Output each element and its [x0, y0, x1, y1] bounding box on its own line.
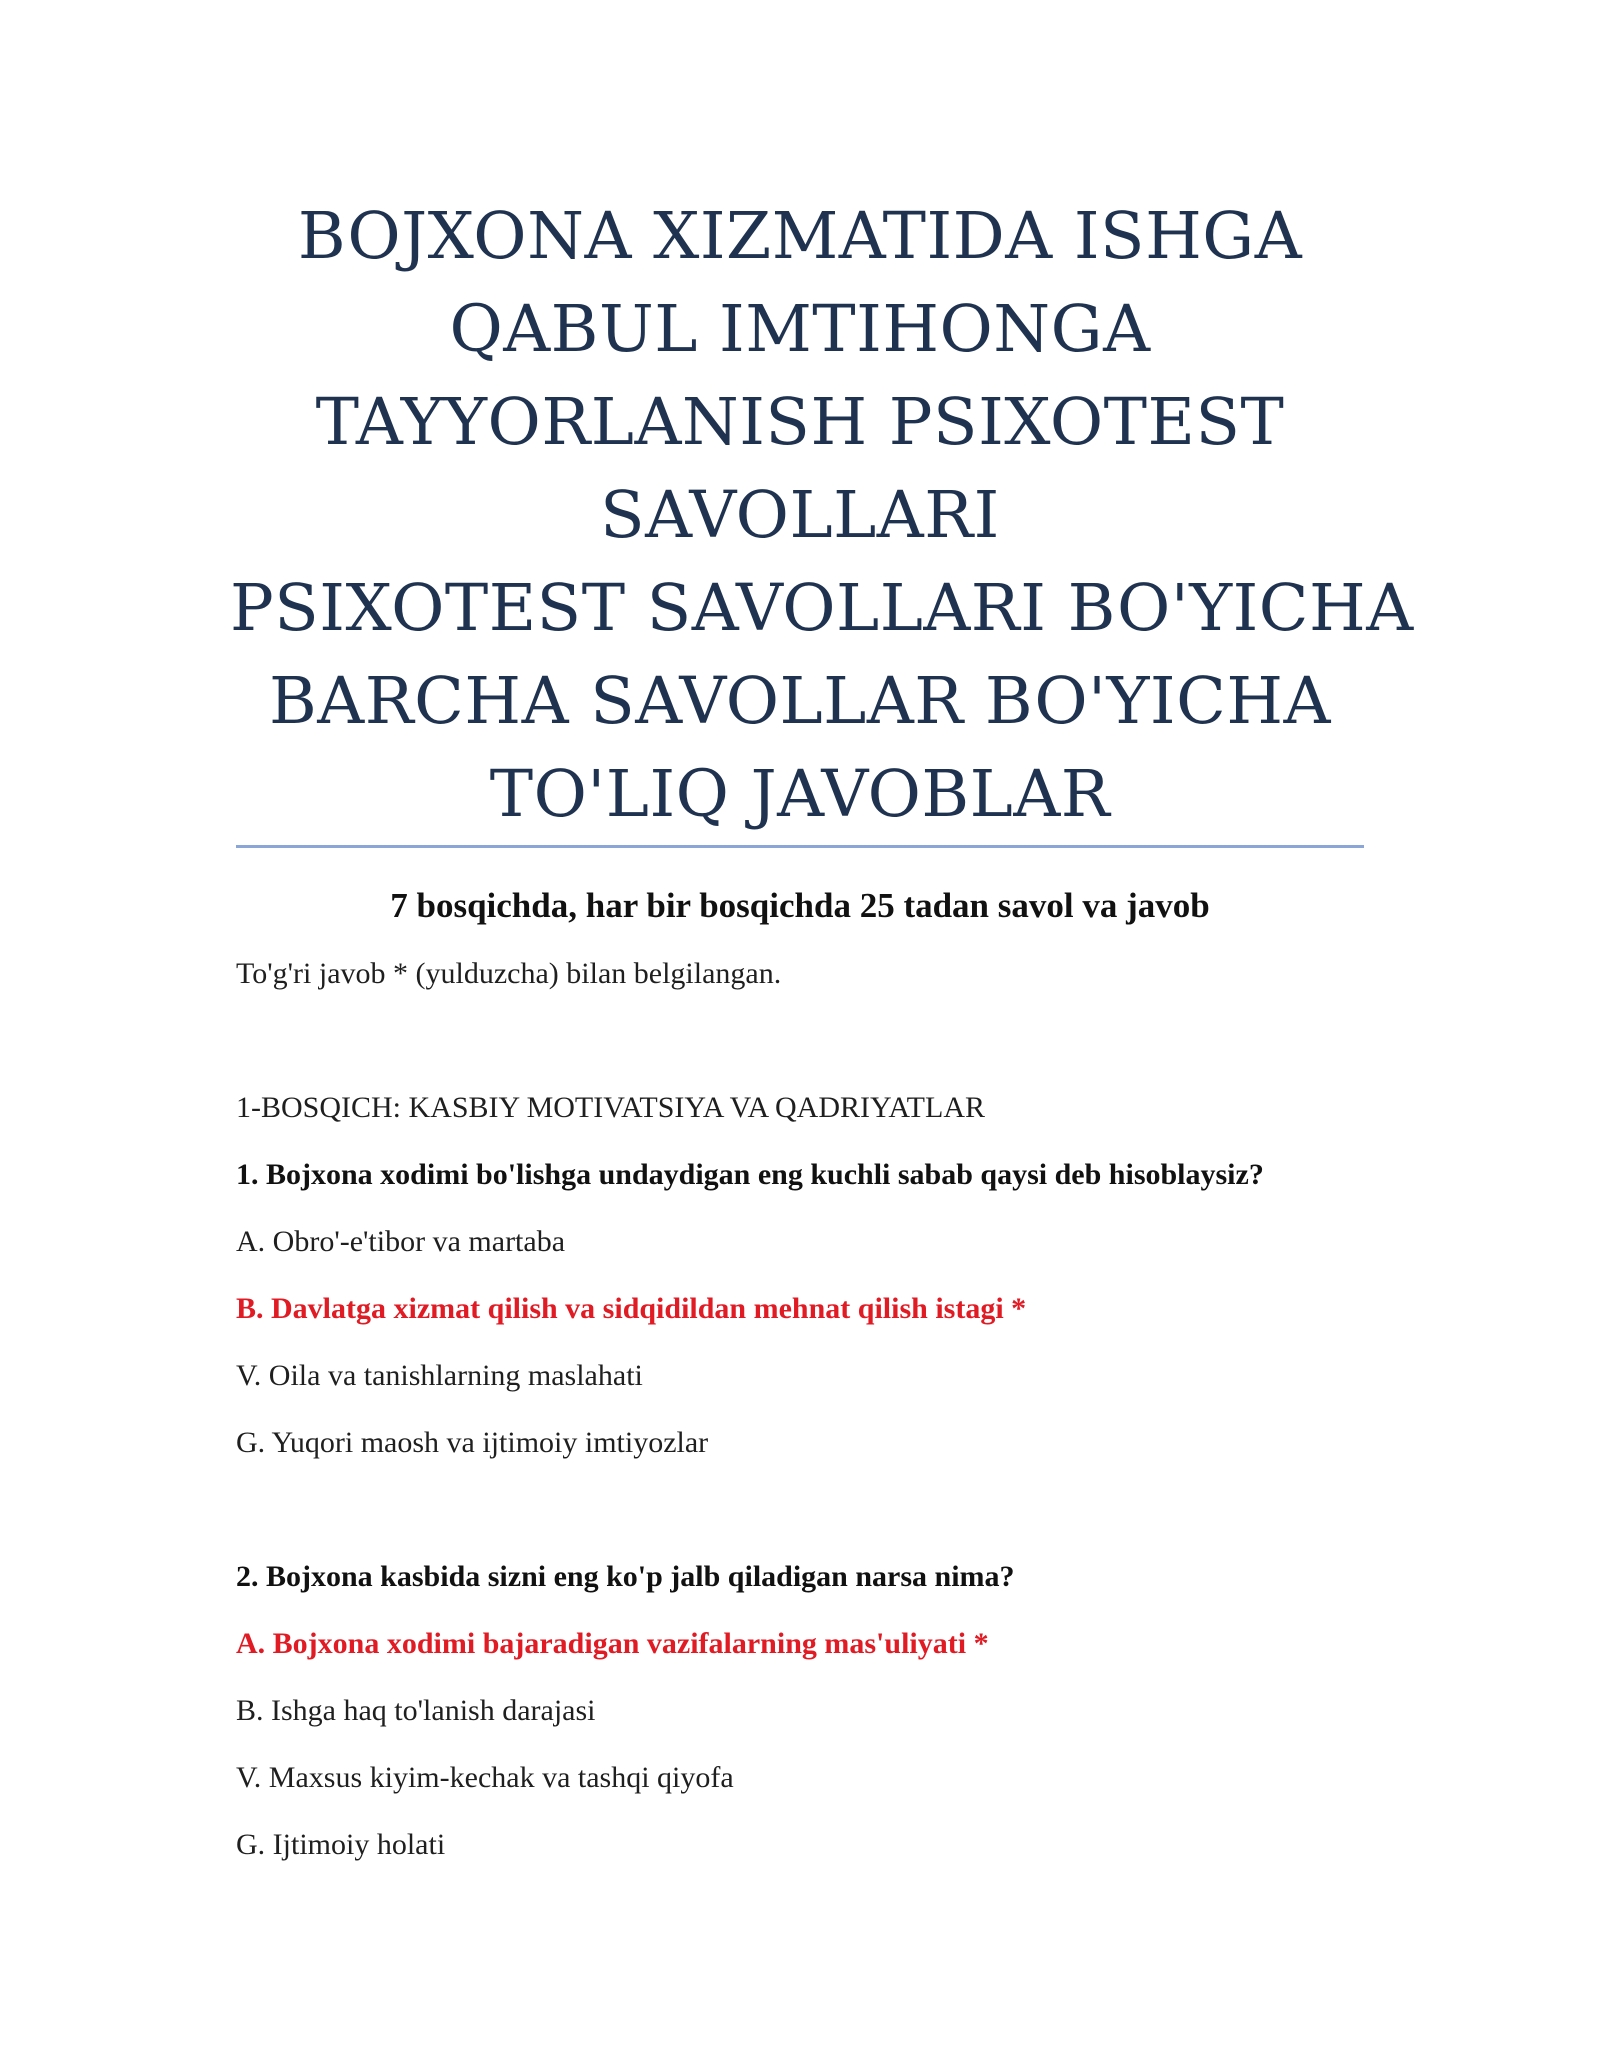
title-divider [236, 845, 1364, 848]
question-2-option-g: G. Ijtimoiy holati [236, 1828, 446, 1861]
title-line: QABUL IMTIHONGA [449, 292, 1151, 367]
question-2-option-b: B. Ishga haq to'lanish darajasi [236, 1694, 596, 1727]
question-2: 2. Bojxona kasbida sizni eng ko'p jalb qiladigan narsa nima? [236, 1560, 1015, 1593]
question-1-option-b-correct: B. Davlatga xizmat qilish va sidqidildan mehnat qilish istagi * [236, 1292, 1027, 1325]
question-1-option-a: A. Obro'-e'tibor va martaba [236, 1225, 566, 1258]
title-line: BOJXONA XIZMATIDA ISHGA [297, 199, 1303, 274]
document-subtitle: 7 bosqichda, har bir bosqichda 25 tadan savol va javob [390, 886, 1210, 925]
title-line: BARCHA SAVOLLAR BO'YICHA [269, 664, 1331, 739]
question-1: 1. Bojxona xodimi bo'lishga undaydigan eng kuchli sabab qaysi deb hisoblaysiz? [236, 1158, 1264, 1191]
title-line: PSIXOTEST SAVOLLARI BO'YICHA [230, 571, 1414, 646]
question-1-option-g: G. Yuqori maosh va ijtimoiy imtiyozlar [236, 1426, 709, 1459]
question-2-option-v: V. Maxsus kiyim-kechak va tashqi qiyofa [236, 1761, 734, 1794]
document-title [230, 190, 1414, 841]
question-2-option-a-correct: A. Bojxona xodimi bajaradigan vazifalarning mas'uliyati * [236, 1627, 989, 1660]
title-line: TAYYORLANISH PSIXOTEST [315, 385, 1285, 460]
section-heading: 1-BOSQICH: KASBIY MOTIVATSIYA VA QADRIYATLAR [236, 1091, 985, 1124]
answer-key-note: To'g'ri javob * (yulduzcha) bilan belgilangan. [236, 957, 782, 990]
title-line: TO'LIQ JAVOBLAR [489, 757, 1111, 832]
title-line: SAVOLLARI [600, 478, 1000, 553]
question-1-option-v: V. Oila va tanishlarning maslahati [236, 1359, 643, 1392]
